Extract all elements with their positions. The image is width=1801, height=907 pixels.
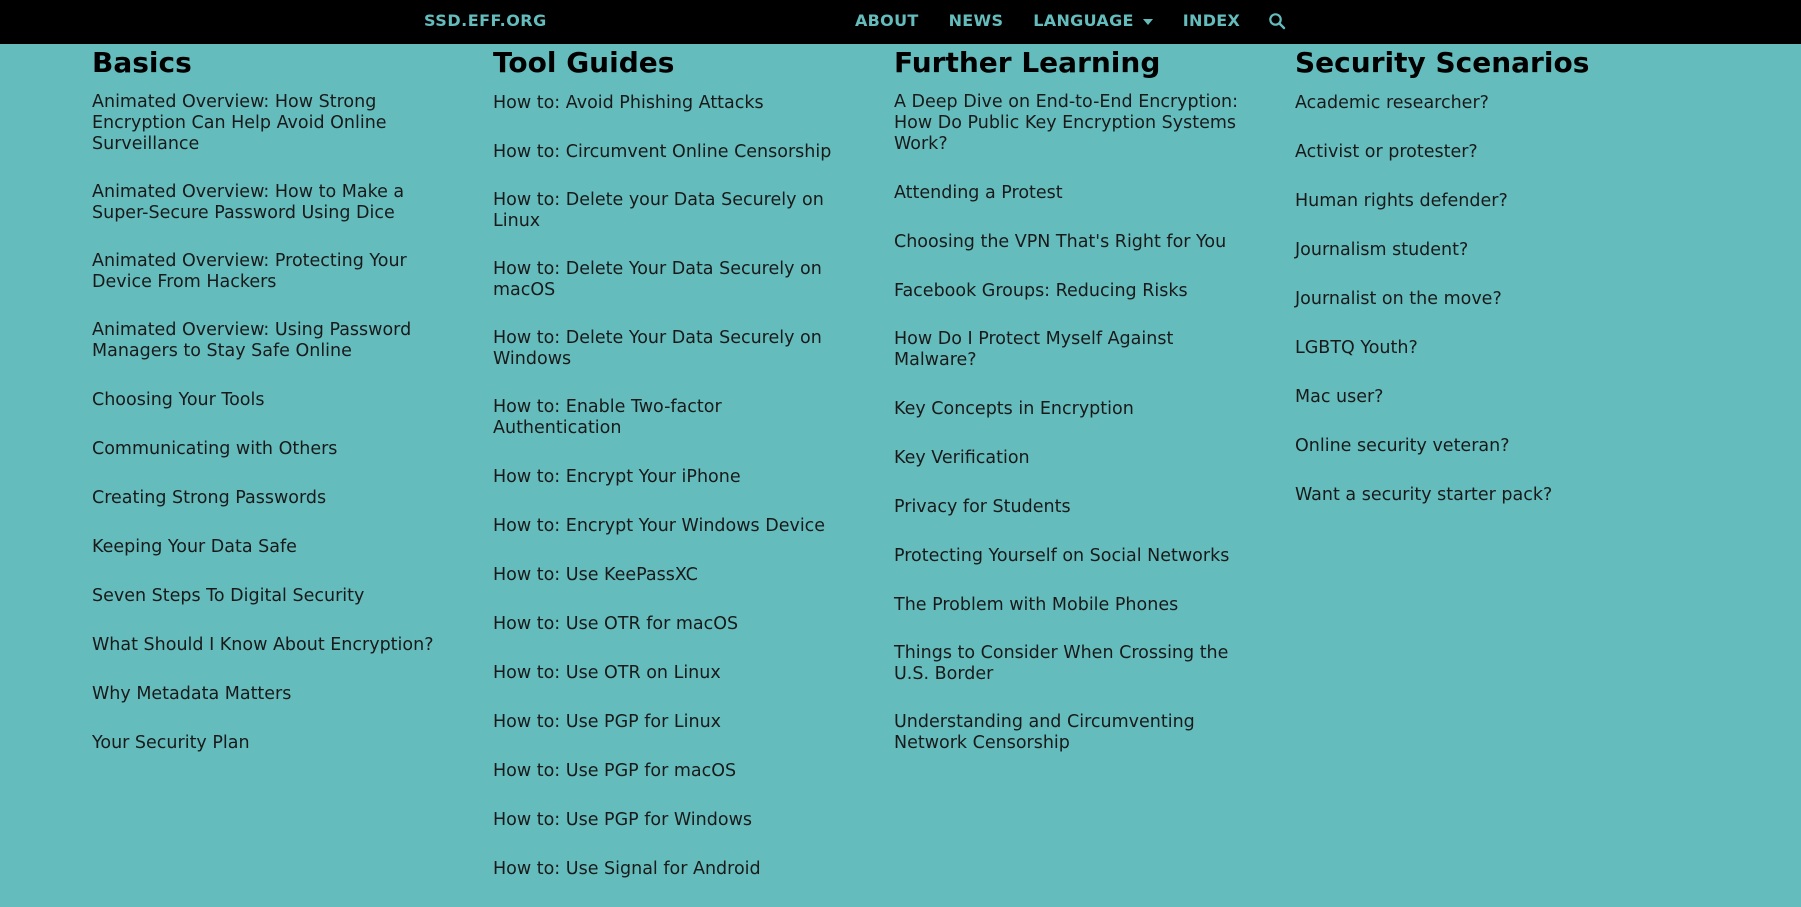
guide-link[interactable]: Want a security starter pack? [1295, 485, 1553, 505]
guide-link[interactable]: How to: Use OTR on Linux [493, 663, 721, 683]
column-title: Basics [92, 46, 192, 79]
list-item [493, 711, 853, 733]
guide-link[interactable]: How to: Delete Your Data Securely on macOS [493, 259, 822, 300]
list-item [493, 397, 853, 439]
guide-link[interactable]: Animated Overview: Protecting Your Device From Hackers [92, 251, 407, 292]
guide-link[interactable]: How Do I Protect Myself Against Malware? [894, 329, 1174, 370]
list-item [1295, 386, 1655, 408]
list-item [92, 585, 452, 607]
guide-link[interactable]: How to: Delete your Data Securely on Linux [493, 190, 824, 231]
list-item [1295, 484, 1655, 506]
link-list [894, 92, 1254, 754]
column-title: Security Scenarios [1295, 46, 1590, 79]
nav-index[interactable]: INDEX [1182, 11, 1241, 30]
guide-link[interactable]: How to: Use Signal for Android [493, 859, 761, 879]
top-navbar [0, 0, 1801, 44]
list-item [493, 92, 853, 114]
column-title: Further Learning [894, 46, 1161, 79]
guide-link[interactable]: Animated Overview: Using Password Managers to Stay Safe Online [92, 320, 412, 361]
list-item [1295, 435, 1655, 457]
guide-link[interactable]: Choosing the VPN That's Right for You [894, 232, 1227, 252]
brand-link[interactable]: SSD.EFF.ORG [424, 11, 547, 30]
guide-link[interactable]: Attending a Protest [894, 183, 1063, 203]
list-item [493, 613, 853, 635]
guide-link[interactable]: Journalist on the move? [1295, 289, 1502, 309]
guide-link[interactable]: Activist or protester? [1295, 142, 1478, 162]
list-item [92, 320, 452, 362]
list-item [1295, 141, 1655, 163]
nav-language-dropdown[interactable] [1033, 11, 1152, 30]
list-item [92, 438, 452, 460]
list-item [1295, 337, 1655, 359]
list-item [894, 398, 1254, 420]
guide-link[interactable]: Online security veteran? [1295, 436, 1510, 456]
link-list [1295, 92, 1655, 506]
list-item [1295, 190, 1655, 212]
list-item [493, 515, 853, 537]
list-item [92, 634, 452, 656]
column-title: Tool Guides [493, 46, 675, 79]
guide-link[interactable]: Facebook Groups: Reducing Risks [894, 281, 1188, 301]
column-tool-guides [493, 46, 853, 907]
list-item [92, 251, 452, 293]
guide-link[interactable]: How to: Enable Two-factor Authentication [493, 397, 722, 438]
guide-link[interactable]: Academic researcher? [1295, 93, 1489, 113]
guide-link[interactable]: Human rights defender? [1295, 191, 1508, 211]
search-icon[interactable] [1268, 12, 1286, 30]
guide-link[interactable]: Your Security Plan [92, 733, 250, 753]
link-list [493, 92, 853, 880]
list-item [493, 564, 853, 586]
list-item [894, 280, 1254, 302]
list-item [493, 760, 853, 782]
list-item [1295, 239, 1655, 261]
nav-news[interactable]: NEWS [948, 11, 1004, 30]
guide-link[interactable]: Protecting Yourself on Social Networks [894, 546, 1230, 566]
list-item [493, 809, 853, 831]
guide-link[interactable]: How to: Circumvent Online Censorship [493, 142, 832, 162]
guide-link[interactable]: A Deep Dive on End-to-End Encryption: How Do Public Key Encryption Systems Work? [894, 92, 1239, 154]
guide-link[interactable]: Understanding and Circumventing Network Censorship [894, 712, 1195, 753]
nav-language-label: LANGUAGE [1033, 11, 1134, 30]
guide-link[interactable]: Animated Overview: How Strong Encryption Can Help Avoid Online Surveillance [92, 92, 387, 154]
list-item [92, 683, 452, 705]
guide-link[interactable]: Key Concepts in Encryption [894, 399, 1134, 419]
list-item [894, 447, 1254, 469]
guide-link[interactable]: Journalism student? [1295, 240, 1469, 260]
list-item [92, 389, 452, 411]
list-item [493, 328, 853, 370]
guide-link[interactable]: Communicating with Others [92, 439, 338, 459]
guide-link[interactable]: Why Metadata Matters [92, 684, 292, 704]
column-basics [92, 46, 452, 781]
list-item [1295, 92, 1655, 114]
list-item [493, 858, 853, 880]
guide-link[interactable]: How to: Encrypt Your iPhone [493, 467, 741, 487]
list-item [92, 182, 452, 224]
list-item [493, 141, 853, 163]
list-item [894, 92, 1254, 155]
list-item [493, 662, 853, 684]
list-item [92, 92, 452, 155]
guide-link[interactable]: Choosing Your Tools [92, 390, 265, 410]
guide-link[interactable]: How to: Avoid Phishing Attacks [493, 93, 764, 113]
list-item [493, 466, 853, 488]
link-list [92, 92, 452, 754]
guide-link[interactable]: Things to Consider When Crossing the U.S. Border [894, 643, 1229, 684]
list-item [894, 643, 1254, 685]
guide-link[interactable]: Privacy for Students [894, 497, 1071, 517]
list-item [894, 594, 1254, 616]
nav-about[interactable]: ABOUT [855, 11, 919, 30]
list-item [894, 712, 1254, 754]
list-item [92, 487, 452, 509]
list-item [894, 182, 1254, 204]
column-security-scenarios [1295, 46, 1655, 533]
guide-link[interactable]: How to: Use PGP for Windows [493, 810, 752, 830]
guide-link[interactable]: Key Verification [894, 448, 1030, 468]
guide-link[interactable]: Animated Overview: How to Make a Super-Secure Password Using Dice [92, 182, 405, 223]
guide-link[interactable]: Keeping Your Data Safe [92, 537, 297, 557]
guide-link[interactable]: How to: Use KeePassXC [493, 565, 698, 585]
main-nav [855, 11, 1286, 30]
guide-link[interactable]: What Should I Know About Encryption? [92, 635, 434, 655]
guide-link[interactable]: How to: Use PGP for Linux [493, 712, 722, 732]
guide-link[interactable]: Creating Strong Passwords [92, 488, 327, 508]
list-item [894, 329, 1254, 371]
list-item [894, 231, 1254, 253]
list-item [493, 190, 853, 232]
guide-link[interactable]: Mac user? [1295, 387, 1384, 407]
list-item [493, 259, 853, 301]
guide-link[interactable]: Seven Steps To Digital Security [92, 586, 365, 606]
guide-link[interactable]: LGBTQ Youth? [1295, 338, 1418, 358]
guide-link[interactable]: How to: Delete Your Data Securely on Windows [493, 328, 822, 369]
guide-link[interactable]: How to: Use PGP for macOS [493, 761, 737, 781]
column-further-learning [894, 46, 1254, 781]
list-item [1295, 288, 1655, 310]
guide-link[interactable]: How to: Encrypt Your Windows Device [493, 516, 826, 536]
list-item [894, 496, 1254, 518]
list-item [92, 536, 452, 558]
caret-down-icon [1143, 19, 1153, 25]
list-item [92, 732, 452, 754]
guide-link[interactable]: The Problem with Mobile Phones [894, 595, 1179, 615]
guide-link[interactable]: How to: Use OTR for macOS [493, 614, 739, 634]
list-item [894, 545, 1254, 567]
